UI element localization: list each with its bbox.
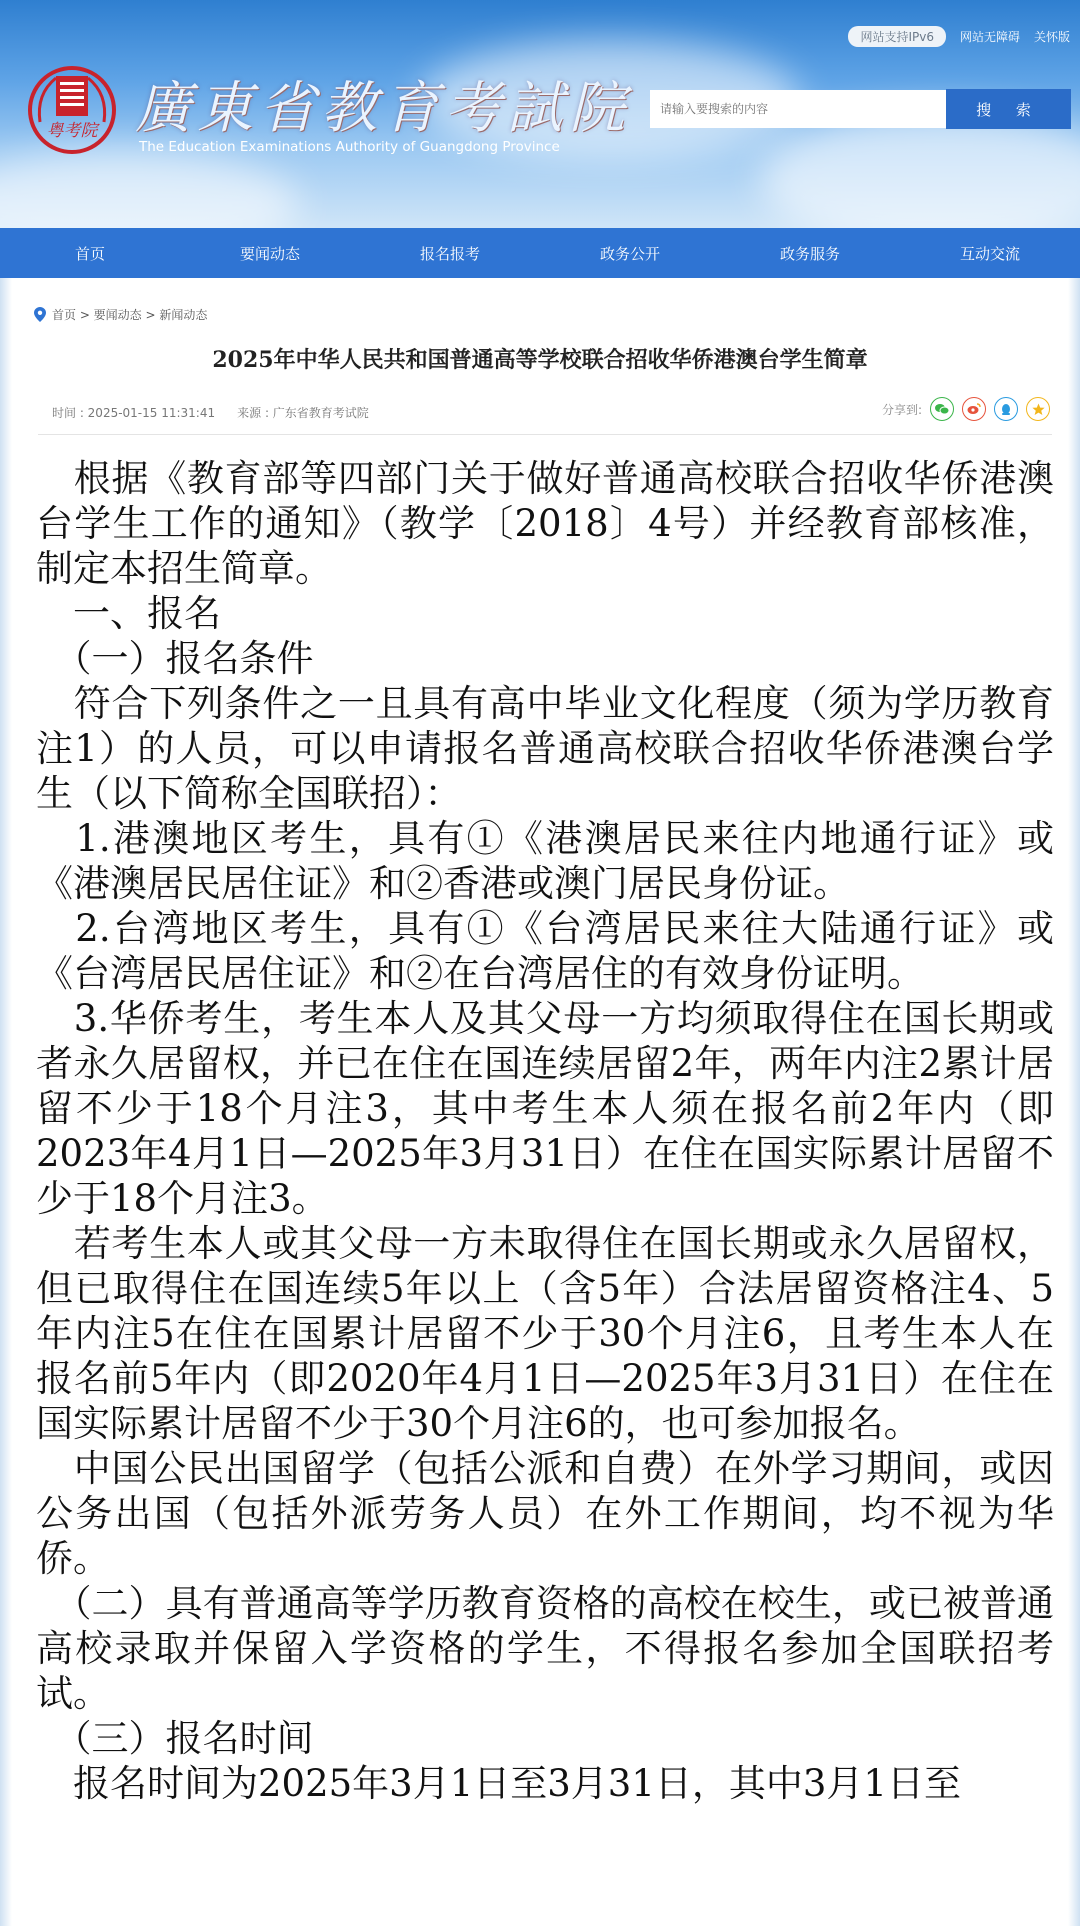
search-button[interactable]: 搜 索 (946, 89, 1071, 129)
ipv6-badge: 网站支持IPv6 (848, 26, 946, 47)
qq-icon[interactable] (994, 397, 1018, 421)
nav-news[interactable]: 要闻动态 (239, 244, 300, 263)
paragraph: 若考生本人或其父母一方未取得住在国长期或永久居留权，但已取得住在国连续5年以上（含5年）合法居留资格注4、5年内注5在住在国累计居留不少于30个月注6，且考生本人在报名前5年内（即2020年4月1日—2025年3月31日）在住在国实际累计居留不少于30个月注6的，也可参加报名。 (36, 1222, 1054, 1445)
weibo-icon[interactable] (962, 397, 986, 421)
logo-title-en: The Education Examinations Authority of Guangdong Province (139, 139, 560, 155)
publish-time: 时间 : 2025-01-15 11:31:41 (52, 406, 216, 420)
top-links (848, 26, 1070, 47)
nav-registration[interactable]: 报名报考 (419, 244, 480, 263)
share-bar (882, 397, 1050, 421)
breadcrumb-text[interactable]: 首页 > 要闻动态 > 新闻动态 (52, 308, 208, 322)
cloud-decoration (0, 150, 300, 228)
care-mode-link[interactable]: 关怀版 (1033, 30, 1070, 44)
search-input[interactable] (650, 90, 946, 128)
paragraph: 2.台湾地区考生，具有①《台湾居民来往大陆通行证》或《台湾居民居住证》和②在台湾居住的有效身份证明。 (36, 907, 1054, 995)
accessibility-link[interactable]: 网站无障碍 (959, 30, 1020, 44)
logo-title-cn[interactable]: 廣東省教育考試院 (135, 76, 631, 141)
paragraph: 中国公民出国留学（包括公派和自费）在外学习期间，或因公务出国（包括外派劳务人员）在外工作期间，均不视为华侨。 (36, 1447, 1054, 1580)
wechat-icon[interactable] (930, 397, 954, 421)
subsection-heading: （三）报名时间 (36, 1717, 314, 1760)
article-body (36, 456, 1054, 1806)
location-pin-icon (34, 307, 46, 322)
paragraph: （二）具有普通高等学历教育资格的高校在校生，或已被普通高校录取并保留入学资格的学生，不得报名参加全国联招考试。 (36, 1582, 1054, 1715)
nav-interaction[interactable]: 互动交流 (959, 244, 1020, 263)
article-source: 来源 : 广东省教育考试院 (237, 406, 369, 420)
article-title: 2025年中华人民共和国普通高等学校联合招收华侨港澳台学生简章 (212, 347, 868, 373)
divider (38, 434, 1052, 435)
paragraph: 报名时间为2025年3月1日至3月31日，其中3月1日至 (36, 1762, 961, 1805)
nav-government-services[interactable]: 政务服务 (779, 244, 840, 263)
nav-government-affairs[interactable]: 政务公开 (599, 244, 660, 263)
paragraph: 根据《教育部等四部门关于做好普通高校联合招收华侨港澳台学生工作的通知》（教学〔2018〕4号）并经教育部核准，制定本招生简章。 (36, 457, 1054, 590)
section-heading: 一、报名 (36, 592, 221, 635)
nav-home[interactable]: 首页 (74, 244, 105, 263)
article-meta (52, 404, 369, 421)
paragraph: 1.港澳地区考生，具有①《港澳居民来往内地通行证》或《港澳居民居住证》和②香港或澳门居民身份证。 (36, 817, 1054, 905)
share-label: 分享到: (881, 402, 922, 417)
logo-seal-icon[interactable] (26, 64, 118, 156)
paragraph: 3.华侨考生，考生本人及其父母一方均须取得住在国长期或者永久居留权，并已在住在国连续居留2年，两年内注2累计居留不少于18个月注3，其中考生本人须在报名前2年内（即2023年4月1日—2025年3月31日）在住在国实际累计居留不少于18个月注3。 (36, 997, 1054, 1220)
subsection-heading: （一）报名条件 (36, 637, 314, 680)
site-header (0, 0, 1080, 228)
svg-text:粤考院: 粤考院 (46, 121, 98, 141)
qzone-icon[interactable] (1026, 397, 1050, 421)
main-nav (0, 228, 1080, 278)
paragraph: 符合下列条件之一且具有高中毕业文化程度（须为学历教育注1）的人员，可以申请报名普通高校联合招收华侨港澳台学生（以下简称全国联招）： (36, 682, 1054, 815)
breadcrumb (34, 306, 207, 323)
